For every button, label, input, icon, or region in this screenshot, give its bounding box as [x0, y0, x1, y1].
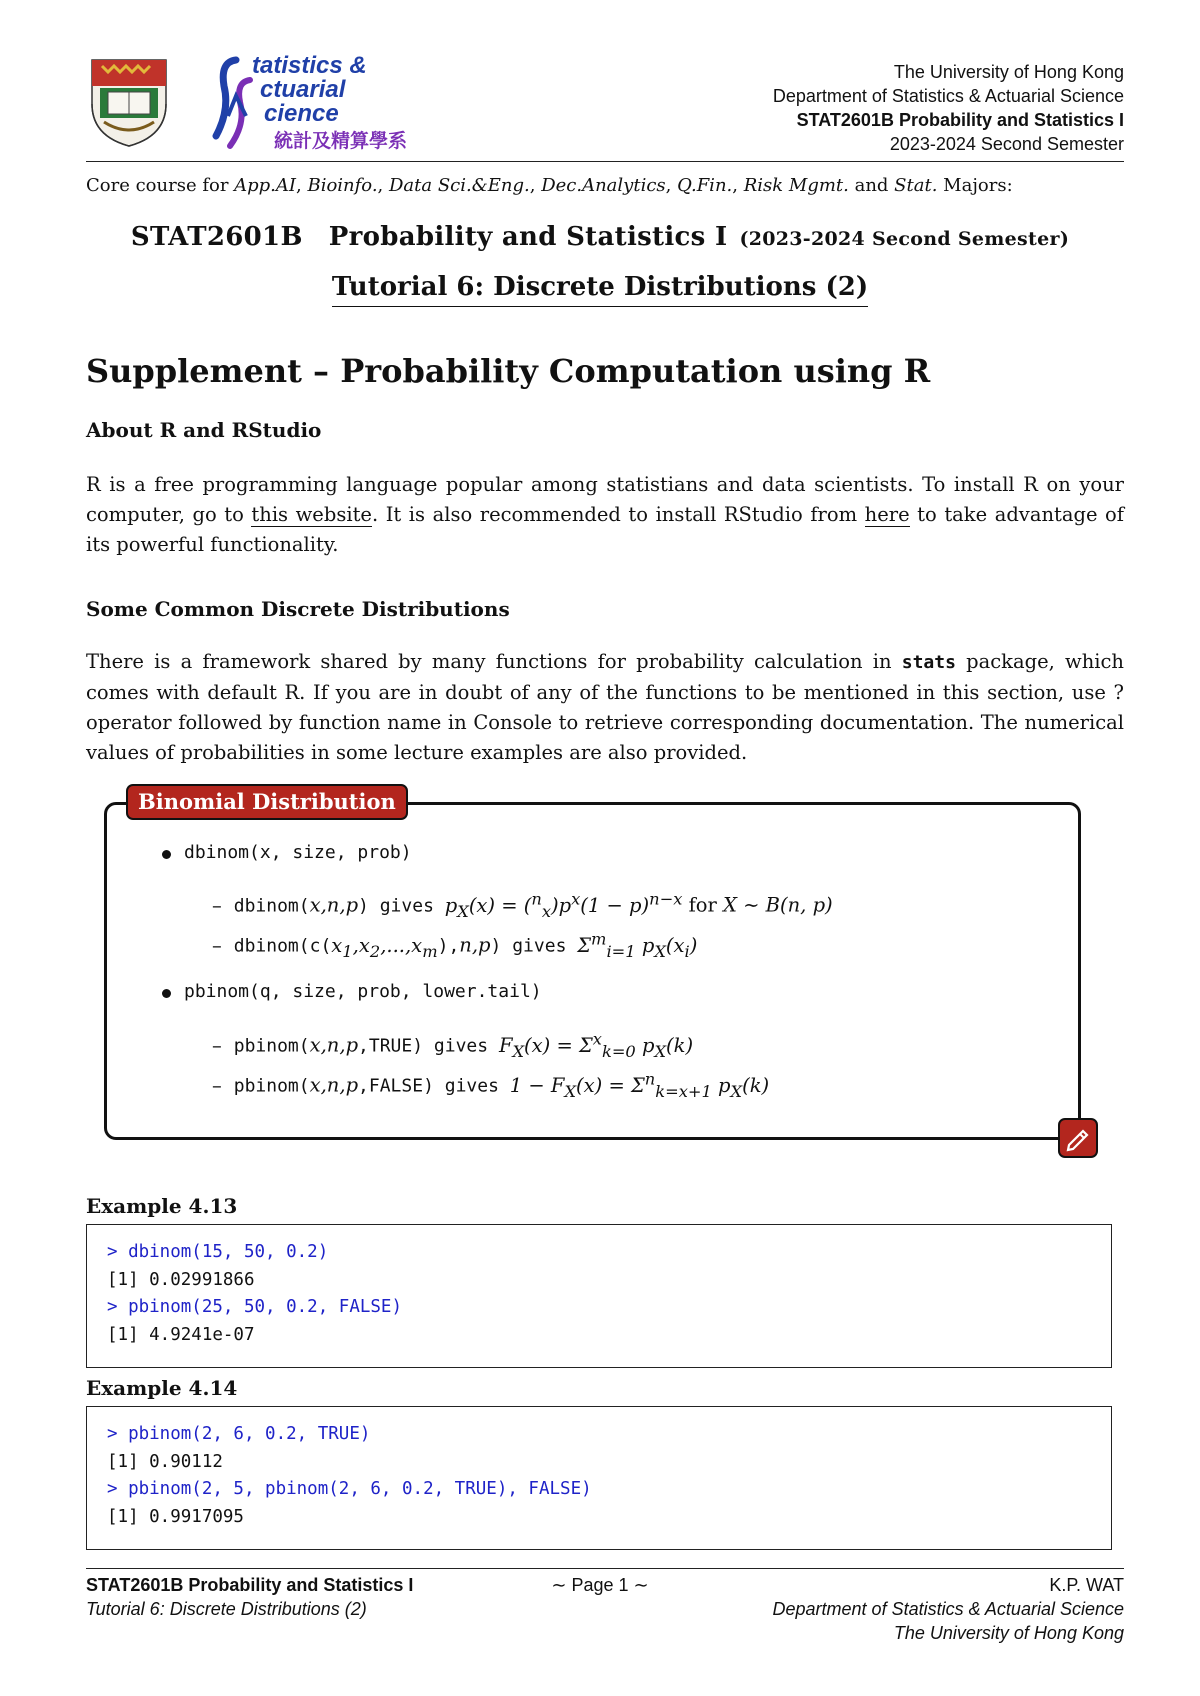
rstudio-link[interactable]: here	[864, 503, 910, 526]
code-output: [1] 0.90112	[107, 1451, 223, 1472]
header-info	[773, 60, 1124, 156]
code-output: [1] 0.9917095	[107, 1506, 244, 1527]
core-course-line: Core course for App.AI, Bioinfo., Data Sci.&Eng., Dec.Analytics, Q.Fin., Risk Mgmt. and Stat. Majors:	[86, 175, 1013, 196]
dbinom-b-formula: $\Sigma^m_{i=1}$ $p_X(x_i)$	[577, 929, 698, 961]
code-line: > pbinom(2, 6, 0.2, TRUE)	[107, 1424, 371, 1444]
pbinom-signature-text: pbinom(q, size, prob, lower.tail)	[184, 981, 542, 1002]
about-heading: About R and RStudio	[86, 418, 322, 442]
header-department: Department of Statistics & Actuarial Science	[772, 86, 1124, 106]
pencil-icon	[1058, 1118, 1098, 1158]
about-text-1: R is a free programming language popular among statistians and data scientists. To install R on your computer, go to	[86, 473, 1124, 526]
major-app-ai: App.AI	[234, 175, 297, 196]
bullet-pbinom	[162, 989, 171, 998]
course-title	[0, 222, 1200, 252]
footer-divider	[86, 1568, 1124, 1569]
major-dec-analytics: Dec.Analytics	[541, 175, 666, 196]
hku-crest-logo	[86, 52, 172, 148]
header-course: STAT2601B Probability and Statistics I	[796, 110, 1124, 130]
major-stat: Stat.	[894, 175, 938, 196]
example-413-code	[86, 1224, 1112, 1368]
header-divider	[86, 161, 1124, 162]
about-text-3: to take advantage of its powerful functionality.	[86, 503, 1124, 556]
core-suffix: Majors:	[937, 175, 1013, 196]
pbinom-b-code: pbinom(	[233, 1075, 310, 1097]
common-distributions-heading: Some Common Discrete Distributions	[86, 597, 510, 621]
pbinom-signature	[184, 979, 542, 1002]
code-line: > pbinom(25, 50, 0.2, FALSE)	[107, 1297, 403, 1317]
code-line: > pbinom(2, 5, pbinom(2, 6, 0.2, TRUE), FALSE)	[107, 1479, 592, 1499]
common-text-2: package, which comes with default R. If you are in doubt of any of the functions to be mentioned in this section, use ? operator followed by function name in Console to retrieve corresponding documentation. The numerical values of probabilities in some lecture examples are also provided.	[86, 650, 1124, 764]
dbinom-b-args: $x_1,x_2,...,x_m$	[331, 933, 438, 961]
footer-course: STAT2601B Probability and Statistics I	[86, 1575, 414, 1595]
dbinom-b-code2: ),	[437, 935, 460, 957]
dbinom-item-b: – $dbinom(c(x_1,x_2,...,x_m),n,p)$ gives $\Sigma^m_{i=1}$ $p_X(x_i)$	[212, 929, 698, 961]
pbinom-item-a: – pbinom(x,n,p,TRUE) gives $F_X(x) = \Sigma^x_{k=0}$ $p_X(k)$	[212, 1029, 694, 1061]
footer-author: K.P. WAT	[1049, 1575, 1124, 1595]
code-line: > dbinom(15, 50, 0.2)	[107, 1242, 329, 1262]
common-text-1: There is a framework shared by many functions for probability calculation in	[86, 650, 902, 673]
dbinom-b-code: dbinom(c(	[233, 935, 332, 957]
dbinom-a-gives: ) gives	[358, 895, 445, 917]
pbinom-a-formula: $F_X(x) = \Sigma^x_{k=0}$ $p_X(k)$	[498, 1029, 694, 1061]
header-university: The University of Hong Kong	[893, 62, 1124, 82]
stats-package-name: stats	[901, 652, 956, 673]
section-title: Supplement – Probability Computation using R	[86, 352, 931, 390]
pbinom-b-flag: ,FALSE) gives	[358, 1075, 510, 1097]
dbinom-item-a: – dbinom(x,n,p) gives $p_X(x) = (^n_x)p^x(1 - p)^{n-x}$ for X ∼ B(n, p)	[212, 889, 833, 921]
r-website-link[interactable]: this website	[251, 503, 372, 526]
pbinom-a-args: x,n,p	[309, 1033, 359, 1057]
about-text-2: . It is also recommended to install RStudio from	[371, 503, 865, 526]
dbinom-a-dist: X ∼ B(n, p)	[723, 893, 833, 917]
major-risk-mgmt: Risk Mgmt.	[743, 175, 849, 196]
footer-university: The University of Hong Kong	[893, 1623, 1124, 1643]
course-name: Probability and Statistics I	[328, 222, 728, 252]
logo-line-2: ctuarial	[260, 76, 346, 103]
dbinom-a-for: for	[688, 893, 724, 917]
example-414-code	[86, 1406, 1112, 1550]
footer-page-number: ∼ Page 1 ∼	[551, 1575, 649, 1595]
dbinom-a-args: x,n,p	[309, 893, 359, 917]
bullet-dbinom	[162, 850, 171, 859]
course-code: STAT2601B	[130, 222, 303, 252]
code-output: [1] 4.9241e-07	[107, 1324, 255, 1345]
course-semester: (2023-2024 Second Semester)	[739, 228, 1070, 250]
dbinom-b-gives: ) gives	[490, 935, 578, 957]
logo-chinese-text: 統計及精算學系	[274, 130, 408, 152]
dbinom-a-code: dbinom(	[233, 895, 310, 917]
department-logo	[206, 52, 436, 150]
dbinom-b-args2: n,p	[459, 933, 491, 957]
dbinom-a-formula: $p_X(x) = (^n_x)p^x(1 - p)^{n-x}$	[444, 889, 683, 921]
tutorial-title	[0, 272, 1200, 302]
pbinom-a-flag: ,TRUE) gives	[358, 1035, 499, 1057]
pbinom-item-b: – pbinom(x,n,p,FALSE) gives $1 - F_X(x) = \Sigma^n_{k=x+1}$ $p_X(k)$	[212, 1069, 770, 1101]
example-414-heading: Example 4.14	[86, 1376, 238, 1400]
pbinom-a-code: pbinom(	[233, 1035, 310, 1057]
major-bioinfo: Bioinfo.	[307, 175, 378, 196]
footer-department: Department of Statistics & Actuarial Science	[772, 1599, 1124, 1619]
dbinom-signature	[184, 840, 412, 863]
header-semester: 2023-2024 Second Semester	[889, 134, 1124, 154]
about-paragraph	[86, 470, 1124, 560]
logo-line-1: tatistics &	[252, 52, 367, 79]
major-data-sci: Data Sci.&Eng.	[389, 175, 530, 196]
binomial-tag: Binomial Distribution	[126, 784, 408, 820]
core-prefix: Core course for	[86, 175, 235, 196]
footer-right	[773, 1573, 1124, 1645]
dbinom-signature-text: dbinom(x, size, prob)	[184, 842, 412, 863]
footer-tutorial: Tutorial 6: Discrete Distributions (2)	[86, 1599, 367, 1619]
example-413-heading: Example 4.13	[86, 1194, 238, 1218]
code-output: [1] 0.02991866	[107, 1269, 255, 1290]
common-distributions-paragraph	[86, 647, 1124, 768]
pbinom-b-formula: $1 - F_X(x) = \Sigma^n_{k=x+1}$ $p_X(k)$	[509, 1069, 770, 1101]
pbinom-b-args: x,n,p	[309, 1073, 359, 1097]
core-and: and	[848, 175, 895, 196]
tutorial-title-text: Tutorial 6: Discrete Distributions (2)	[332, 272, 868, 307]
logo-line-3: cience	[264, 100, 339, 127]
major-qfin: Q.Fin.	[677, 175, 733, 196]
